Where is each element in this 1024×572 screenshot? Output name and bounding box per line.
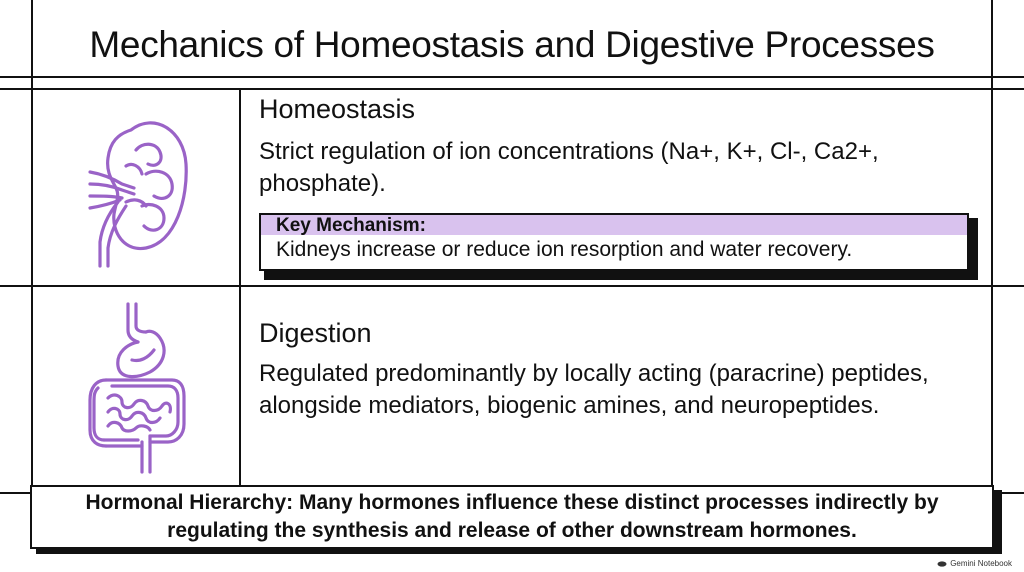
digestive-icon-cell [32, 290, 240, 490]
homeostasis-heading: Homeostasis [259, 94, 416, 124]
digestion-body: Regulated predominantly by locally acting (paracrine) peptides, alongside mediators, biogenic amines, and neuropeptides. [259, 360, 929, 419]
page-title: Mechanics of Homeostasis and Digestive Processes [89, 24, 935, 65]
kidney-icon [76, 102, 196, 272]
frame-line-right [991, 0, 993, 492]
frame-line-top [0, 76, 1024, 78]
hormonal-hierarchy-banner [30, 485, 994, 549]
hormonal-hierarchy-text: Hormonal Hierarchy: Many hormones influence these distinct processes indirectly by regulating the synthesis and release of other downstream hormones. [85, 491, 939, 542]
key-mechanism-callout [259, 213, 969, 271]
brand-label: Gemini Notebook [950, 559, 1012, 568]
frame-line-middle [0, 285, 1024, 287]
brand-mark [937, 559, 1012, 568]
kidney-icon-cell [32, 90, 240, 284]
digestion-heading: Digestion [259, 318, 372, 348]
digestive-tract-icon [76, 300, 196, 480]
notebook-logo-icon [937, 561, 947, 567]
homeostasis-body: Strict regulation of ion concentrations (Na+, K+, Cl-, Ca2+, phosphate). [259, 138, 879, 197]
callout-text: Kidneys increase or reduce ion resorption and water recovery. [276, 238, 853, 261]
callout-label: Key Mechanism: [261, 215, 967, 235]
